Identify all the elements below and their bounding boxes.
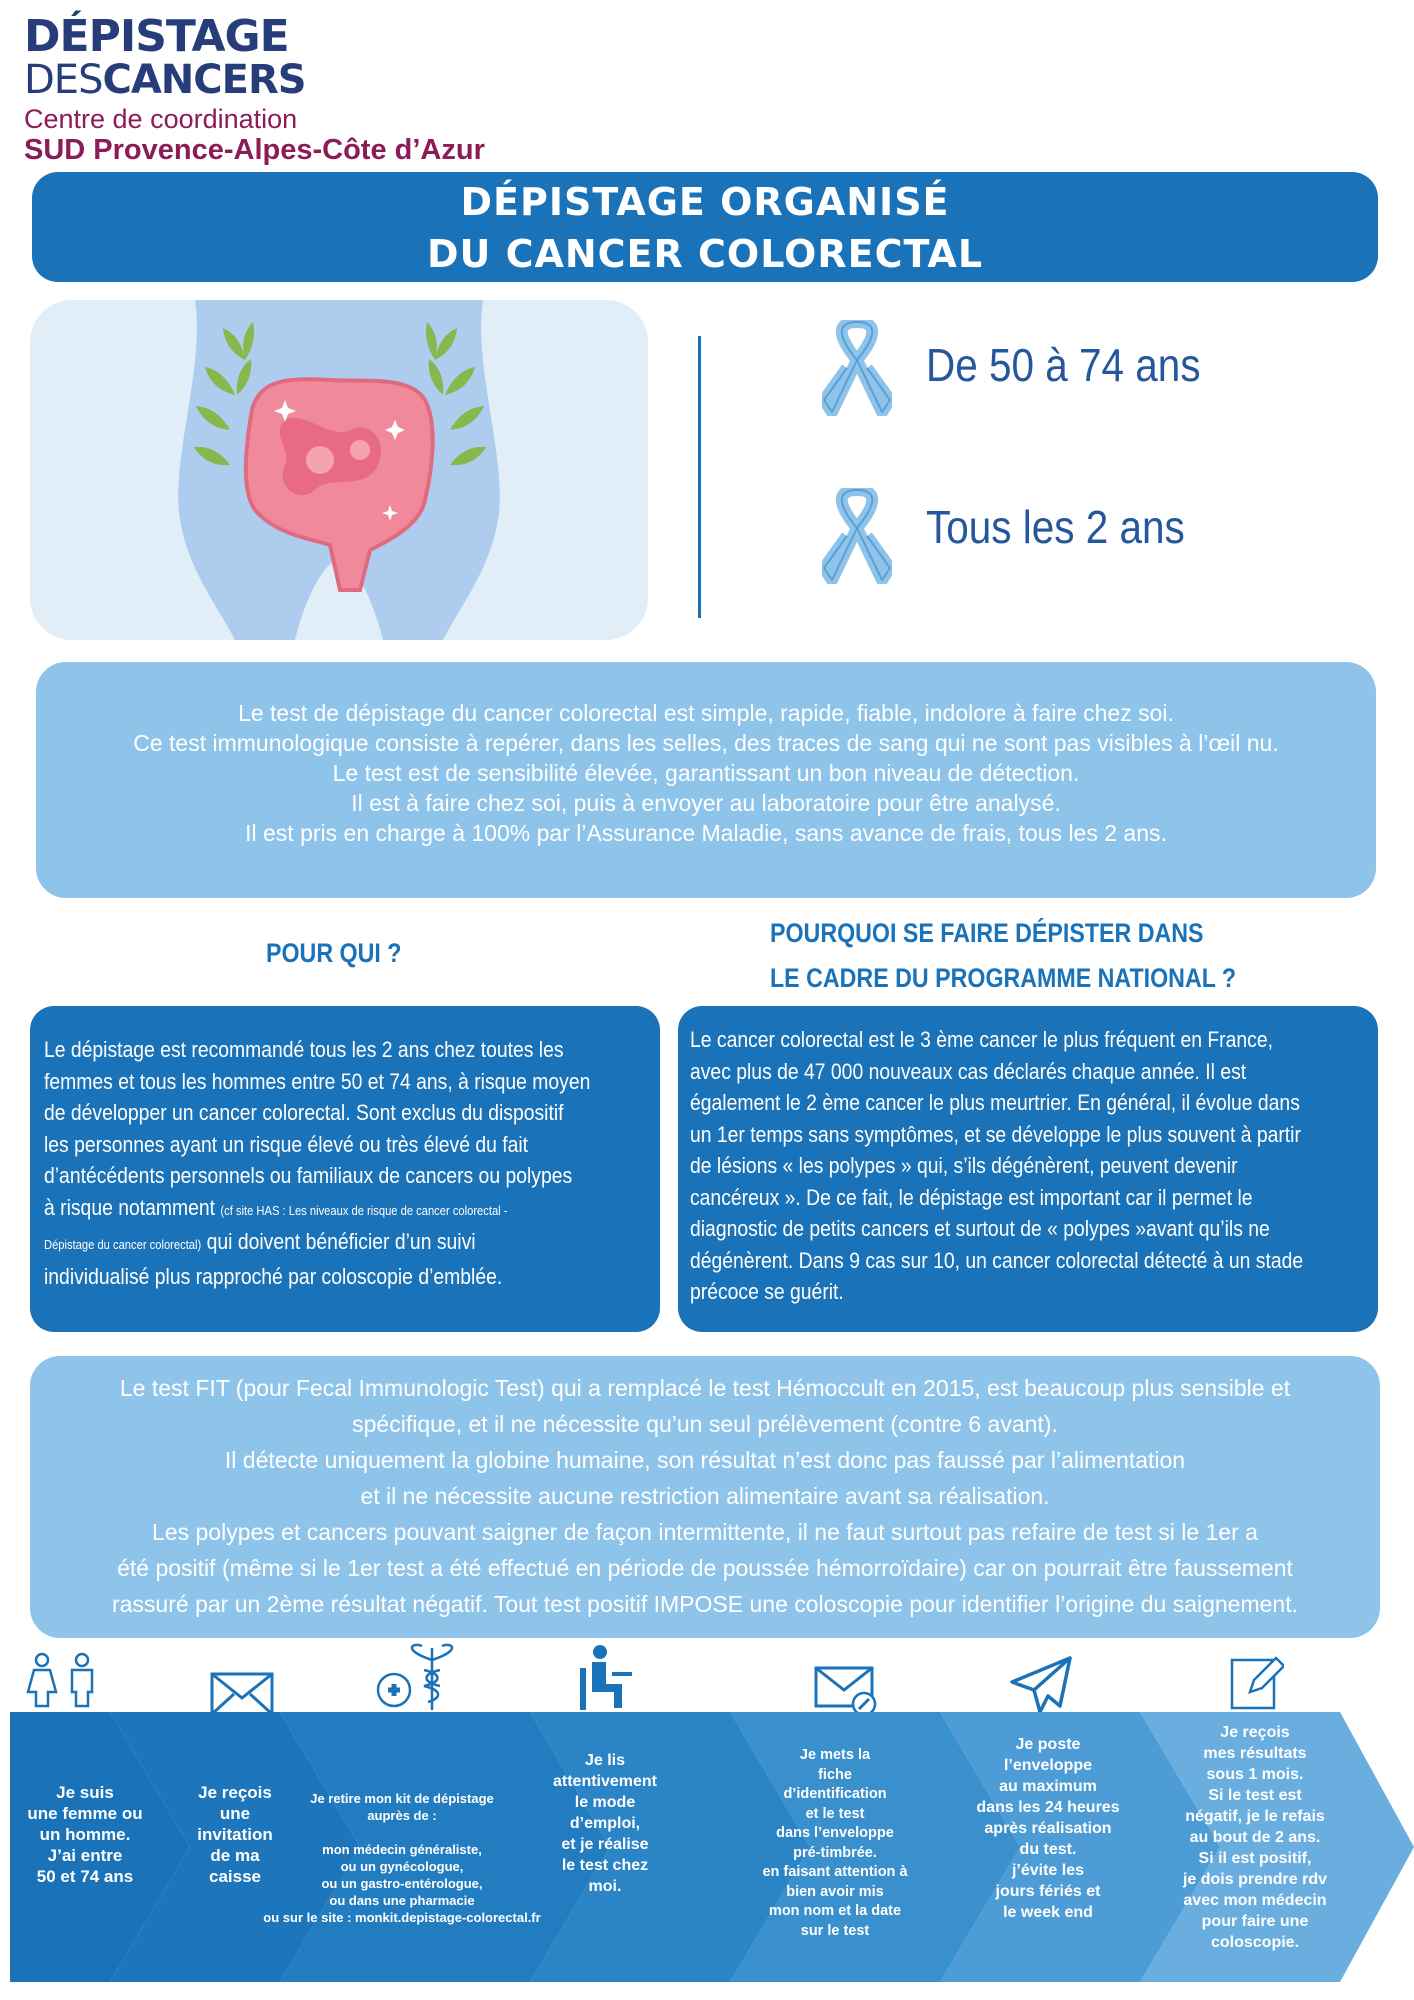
paper-plane-icon xyxy=(1010,1656,1074,1716)
step-text: Je poste xyxy=(1015,1736,1081,1753)
pour-qui-line: individualisé plus rapproché par coloscopie d’emblée. xyxy=(44,1263,503,1289)
fit-test-box xyxy=(30,1356,1380,1638)
step-text: le mode xyxy=(574,1794,636,1811)
step-text: une femme ou xyxy=(27,1804,143,1823)
pourquoi-line: dégénèrent. Dans 9 cas sur 10, un cancer colorectal détecté à un stade xyxy=(690,1247,1304,1273)
stat-frequency: Tous les 2 ans xyxy=(926,501,1185,553)
step-text: sur le test xyxy=(800,1922,870,1939)
has-reference: Dépistage du cancer colorectal) xyxy=(44,1237,202,1252)
logo-des: DES xyxy=(24,57,103,103)
step-text xyxy=(232,1824,572,1841)
intro-line: Le test de dépistage du cancer colorectal est simple, rapide, fiable, indolore à faire chez soi. xyxy=(238,700,1174,726)
fit-line: et il ne nécessite aucune restriction alimentaire avant sa réalisation. xyxy=(360,1483,1050,1509)
pour-qui-box xyxy=(30,1006,660,1332)
pourquoi-line: avec plus de 47 000 nouveaux cas déclarés chaque année. Il est xyxy=(690,1058,1247,1084)
step-text: et le test xyxy=(805,1805,865,1822)
fit-line: Il détecte uniquement la globine humaine, son résultat n’est donc pas faussé par l’alimentation xyxy=(224,1447,1186,1473)
step-text: et je réalise xyxy=(561,1836,649,1853)
pourquoi-line: un 1er temps sans symptômes, et se développe le plus souvent à partir xyxy=(690,1121,1301,1147)
logo-cancers: CANCERS xyxy=(102,57,306,103)
pourquoi-line: également le 2 ème cancer le plus meurtrier. En général, il évolue dans xyxy=(690,1090,1300,1115)
step-text: je dois prendre rdv xyxy=(1182,1871,1328,1888)
step-text: J’ai entre xyxy=(47,1846,123,1865)
step-text: mon médecin généraliste, xyxy=(322,1842,482,1857)
pourquoi-line: cancéreux ». De ce fait, le dépistage est important car il permet le xyxy=(690,1184,1253,1210)
ribbon-icon xyxy=(822,488,892,584)
page-title-line-2: DU CANCER COLORECTAL xyxy=(426,232,984,276)
pour-qui-line: femmes et tous les hommes entre 50 et 74 ans, à risque moyen xyxy=(44,1068,591,1094)
step-text: mes résultats xyxy=(1203,1745,1307,1762)
step-6 xyxy=(958,1734,1138,1923)
pour-qui-line: à risque notamment xyxy=(44,1194,216,1220)
logo-line-1: DÉPISTAGE xyxy=(24,11,289,62)
logo-line-3: Centre de coordination xyxy=(24,104,298,134)
step-text: Si le test est xyxy=(1208,1787,1302,1804)
pour-qui-line: d’antécédents personnels ou familiaux de cancers ou polypes xyxy=(44,1163,573,1188)
separator-line xyxy=(698,336,701,618)
step-text: caisse xyxy=(209,1867,261,1886)
medical-caduceus-icon xyxy=(372,1640,482,1712)
step-text: d’emploi, xyxy=(569,1815,641,1832)
step-text: ou sur le site : monkit.depistage-colorectal.fr xyxy=(263,1910,541,1925)
envelope-pen-icon xyxy=(814,1666,880,1718)
step-text: dans les 24 heures xyxy=(976,1799,1120,1816)
step-7 xyxy=(1160,1722,1350,1953)
intro-line: Il est pris en charge à 100% par l’Assurance Maladie, sans avance de frais, tous les 2 ans. xyxy=(245,820,1167,846)
fit-line: été positif (même si le 1er test a été effectué en période de poussée hémorroïdaire) car on pourrait être faussement xyxy=(117,1555,1293,1581)
stat-age-range: De 50 à 74 ans xyxy=(926,339,1201,391)
page-title-band xyxy=(32,172,1378,282)
step-1 xyxy=(20,1782,150,1887)
intro-line: Il est à faire chez soi, puis à envoyer au laboratoire pour être analysé. xyxy=(351,790,1061,816)
colon-body-icon xyxy=(30,300,648,640)
pour-qui-line: Le dépistage est recommandé tous les 2 ans chez toutes les xyxy=(44,1037,564,1062)
step-text: au maximum xyxy=(999,1778,1097,1795)
step-text: jours fériés et xyxy=(995,1883,1101,1900)
step-text: j’évite les xyxy=(1011,1862,1085,1879)
intro-line: Ce test immunologique consiste à repérer, dans les selles, des traces de sang qui ne sont pas visibles à l’œil nu. xyxy=(133,730,1279,756)
step-text: auprès de : xyxy=(367,1808,437,1823)
step-text: négatif, je le refais xyxy=(1185,1808,1325,1825)
step-text: ou un gynécologue, xyxy=(340,1859,464,1874)
pour-qui-line: les personnes ayant un risque élevé ou très élevé du fait xyxy=(44,1131,529,1157)
pour-qui-heading: POUR QUI ? xyxy=(266,938,402,968)
step-text: Je reçois xyxy=(198,1783,272,1802)
step-3 xyxy=(232,1790,572,1926)
step-text: 50 et 74 ans xyxy=(36,1867,134,1886)
pourquoi-line: diagnostic de petits cancers et surtout de « polypes »avant qu’ils ne xyxy=(690,1216,1270,1241)
fit-line: Le test FIT (pour Fecal Immunologic Test) qui a remplacé le test Hémoccult en 2015, est beaucoup plus sensible et xyxy=(119,1375,1291,1401)
step-text: Je retire mon kit de dépistage xyxy=(310,1791,494,1806)
edit-document-icon xyxy=(1228,1652,1284,1712)
step-text: pour faire une xyxy=(1201,1913,1309,1930)
step-text: une xyxy=(219,1804,251,1823)
step-text: ou un gastro-entérologue, xyxy=(321,1876,483,1891)
step-text: ou dans une pharmacie xyxy=(329,1893,475,1908)
step-text: Je reçois xyxy=(1220,1724,1290,1741)
step-text: Je suis xyxy=(56,1783,114,1802)
step-text: moi. xyxy=(588,1878,622,1895)
step-text: le test chez xyxy=(561,1857,649,1874)
pourquoi-line: précoce se guérit. xyxy=(690,1279,844,1304)
fit-line: spécifique, et il ne nécessite qu’un seul prélèvement (contre 6 avant). xyxy=(352,1411,1058,1437)
logo-line-4: SUD Provence-Alpes-Côte d’Azur xyxy=(24,134,485,166)
step-text: l’enveloppe xyxy=(1003,1757,1093,1774)
envelope-icon xyxy=(210,1672,274,1716)
step-text: dans l’enveloppe xyxy=(776,1825,894,1841)
step-text: fiche xyxy=(818,1766,852,1783)
step-text: du test. xyxy=(1019,1841,1077,1858)
page-title-line-1: DÉPISTAGE ORGANISÉ xyxy=(460,180,950,224)
logo-line-2 xyxy=(24,58,306,102)
pour-qui-line: de développer un cancer colorectal. Sont exclus du dispositif xyxy=(44,1100,564,1125)
fit-line: Les polypes et cancers pouvant saigner de façon intermittente, il ne faut surtout pas refaire de test si le 1er a xyxy=(152,1519,1258,1545)
fit-line: rassuré par un 2ème résultat négatif. Tout test positif IMPOSE une coloscopie pour identifier l’origine du saignement. xyxy=(111,1591,1298,1617)
step-text: de ma xyxy=(210,1846,260,1865)
step-text: bien avoir mis xyxy=(786,1883,884,1900)
step-text: avec mon médecin xyxy=(1183,1892,1327,1909)
pour-qui-line: qui doivent bénéficier d’un suivi xyxy=(206,1229,476,1254)
ribbon-icon xyxy=(822,320,892,416)
pourquoi-heading-line-1: POURQUOI SE FAIRE DÉPISTER DANS xyxy=(770,918,1204,948)
pourquoi-box xyxy=(678,1006,1378,1332)
person-reading-icon xyxy=(578,1644,638,1714)
step-text: en faisant attention à xyxy=(762,1864,908,1880)
step-4 xyxy=(540,1750,670,1897)
step-text: invitation xyxy=(197,1825,273,1844)
pourquoi-heading-line-2: LE CADRE DU PROGRAMME NATIONAL ? xyxy=(770,963,1237,993)
pourquoi-line: de lésions « les polypes » qui, s’ils dégénèrent, peuvent devenir xyxy=(690,1153,1238,1178)
step-text: Si il est positif, xyxy=(1198,1850,1312,1867)
intro-line: Le test est de sensibilité élevée, garantissant un bon niveau de détection. xyxy=(332,760,1080,786)
step-text: sous 1 mois. xyxy=(1206,1766,1304,1783)
step-text: attentivement xyxy=(552,1773,658,1790)
intro-box xyxy=(36,662,1376,898)
step-text: pré-timbrée. xyxy=(793,1844,877,1861)
step-text: mon nom et la date xyxy=(768,1903,902,1919)
step-text: le week end xyxy=(1003,1904,1093,1921)
pourquoi-line: Le cancer colorectal est le 3 ème cancer le plus fréquent en France, xyxy=(690,1027,1273,1052)
step-5 xyxy=(730,1746,940,1941)
step-text: coloscopie. xyxy=(1210,1934,1300,1951)
step-text: Je mets la xyxy=(799,1747,871,1763)
has-reference: (cf site HAS : Les niveaux de risque de cancer colorectal - xyxy=(220,1202,508,1218)
step-text: au bout de 2 ans. xyxy=(1189,1829,1321,1846)
colon-illustration xyxy=(30,300,648,640)
step-text: un homme. xyxy=(39,1825,131,1844)
step-text: après réalisation xyxy=(984,1820,1112,1837)
woman-man-icon xyxy=(24,1652,104,1708)
step-text: d’identification xyxy=(783,1786,887,1802)
step-text: Je lis xyxy=(584,1752,626,1769)
